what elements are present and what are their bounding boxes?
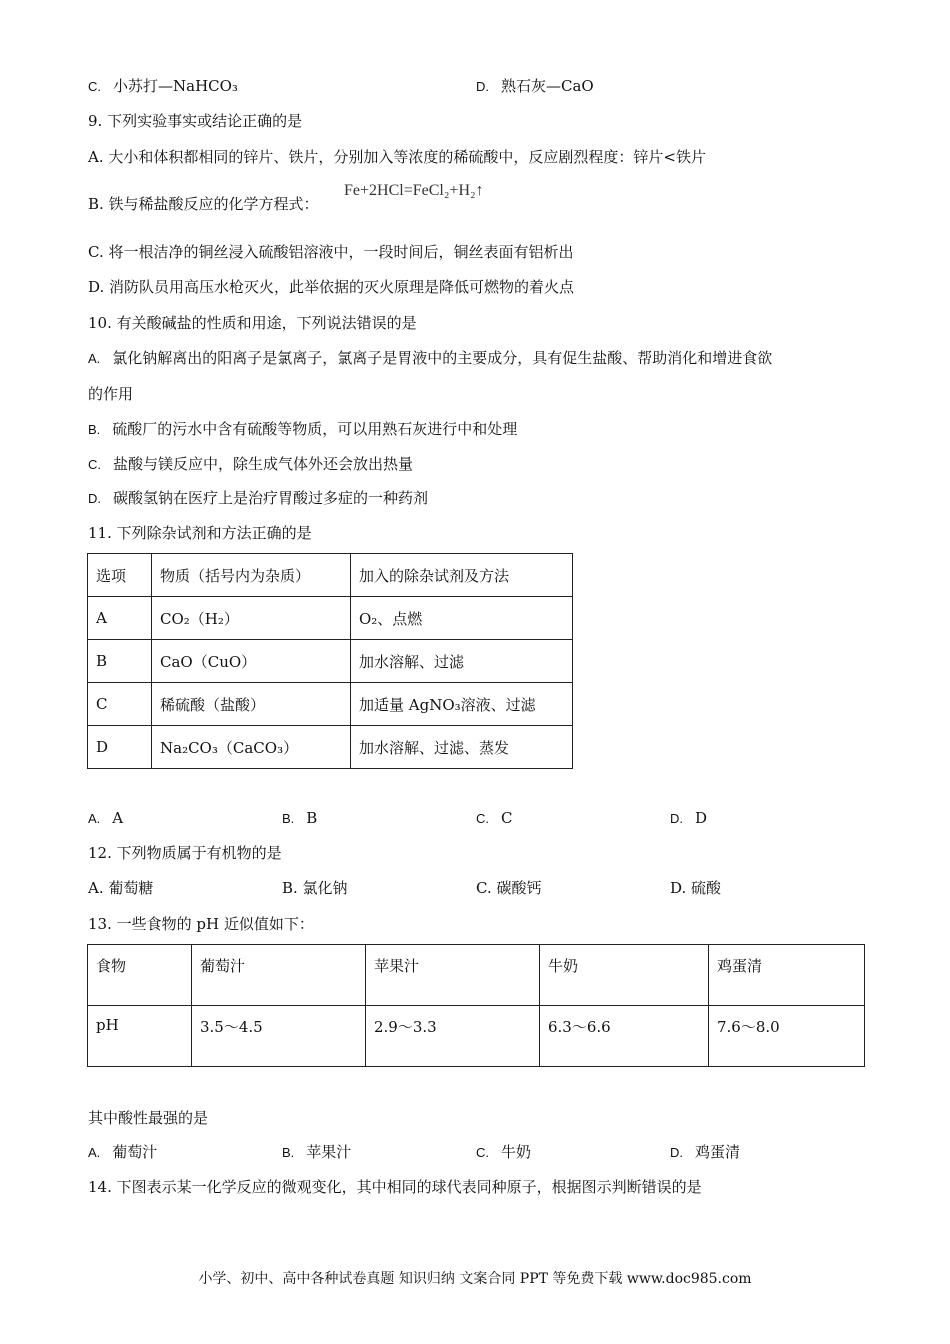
table-cell: 6.3～6.6 — [540, 1006, 709, 1067]
q8-option-c — [88, 75, 238, 98]
table-row — [88, 683, 573, 726]
table-header-cell: 选项 — [88, 554, 152, 597]
table-cell: 食物 — [88, 945, 192, 1006]
table-cell: 加水溶解、过滤 — [351, 640, 573, 683]
option-label: C. — [88, 457, 101, 472]
option-text: 牛奶 — [501, 1143, 532, 1161]
q12-option-a: A. 葡萄糖 — [88, 879, 154, 897]
q9-option-d: D. 消防队员用高压水枪灭火，此举依据的灭火原理是降低可燃物的着火点 — [88, 278, 575, 296]
q13-option-b — [282, 1141, 351, 1164]
q9-option-b — [88, 193, 319, 215]
option-label: B. — [282, 1145, 295, 1160]
option-text: 熟石灰—CaO — [501, 77, 594, 95]
option-label: A. — [88, 351, 101, 366]
q12-option-d: D. 硫酸 — [670, 879, 722, 897]
option-text: 苹果汁 — [306, 1143, 352, 1161]
table-cell: A — [88, 597, 152, 640]
option-text: 葡萄汁 — [112, 1143, 158, 1161]
table-cell: 葡萄汁 — [192, 945, 366, 1006]
table-row — [88, 597, 573, 640]
option-text: 盐酸与镁反应中，除生成气体外还会放出热量 — [113, 455, 414, 473]
q9-option-b-text: B. 铁与稀盐酸反应的化学方程式： — [88, 195, 319, 213]
table-cell: 稀硫酸（盐酸） — [152, 683, 351, 726]
q13-option-a — [88, 1141, 157, 1164]
q8-option-d — [476, 75, 594, 98]
table-header-cell: 物质（括号内为杂质） — [152, 554, 351, 597]
table-cell: CaO（CuO） — [152, 640, 351, 683]
option-label: D. — [476, 79, 489, 94]
q11-option-b — [282, 807, 317, 830]
q9-equation: Fe+2HCl=FeCl₂+H₂↑ — [344, 182, 484, 199]
q13-option-c — [476, 1141, 531, 1164]
q13-follow: 其中酸性最强的是 — [88, 1109, 209, 1127]
table-cell: CO₂（H₂） — [152, 597, 351, 640]
table-row — [88, 726, 573, 769]
table-cell: 苹果汁 — [366, 945, 540, 1006]
option-label: D. — [88, 491, 101, 506]
q11-table — [87, 553, 573, 769]
option-label: C. — [88, 79, 101, 94]
option-text: 鸡蛋清 — [695, 1143, 741, 1161]
table-cell: 鸡蛋清 — [709, 945, 865, 1006]
q14-stem: 14. 下图表示某一化学反应的微观变化，其中相同的球代表同种原子，根据图示判断错误的是 — [88, 1178, 702, 1196]
option-text: 碳酸氢钠在医疗上是治疗胃酸过多症的一种药剂 — [113, 489, 429, 507]
q13-option-d — [670, 1141, 740, 1164]
table-cell: 7.6～8.0 — [709, 1006, 865, 1067]
option-label: D. — [670, 811, 683, 826]
q11-option-a — [88, 807, 123, 830]
q10-stem: 10. 有关酸碱盐的性质和用途，下列说法错误的是 — [88, 314, 417, 332]
table-cell: C — [88, 683, 152, 726]
q11-stem: 11. 下列除杂试剂和方法正确的是 — [88, 524, 312, 542]
table-cell: 加适量 AgNO₃溶液、过滤 — [351, 683, 573, 726]
option-text: A — [112, 809, 124, 827]
table-cell: O₂、点燃 — [351, 597, 573, 640]
q11-option-d — [670, 807, 707, 830]
q12-stem: 12. 下列物质属于有机物的是 — [88, 844, 282, 862]
q9-option-c: C. 将一根洁净的铜丝浸入硫酸铝溶液中，一段时间后，铜丝表面有铝析出 — [88, 243, 574, 261]
table-cell: 牛奶 — [540, 945, 709, 1006]
q10-option-d — [88, 487, 428, 510]
table-header-row — [88, 945, 865, 1006]
table-cell: 2.9～3.3 — [366, 1006, 540, 1067]
q10-option-c — [88, 453, 413, 476]
q10-option-a — [88, 347, 772, 370]
table-cell: pH — [88, 1006, 192, 1067]
option-label: C. — [476, 811, 489, 826]
table-cell: Na₂CO₃（CaCO₃） — [152, 726, 351, 769]
q11-option-c — [476, 807, 512, 830]
option-label: A. — [88, 1145, 101, 1160]
option-text: 小苏打—NaHCO₃ — [113, 77, 238, 95]
option-text: 硫酸厂的污水中含有硫酸等物质，可以用熟石灰进行中和处理 — [112, 420, 518, 438]
table-row — [88, 1006, 865, 1067]
table-cell: 加水溶解、过滤、蒸发 — [351, 726, 573, 769]
q13-stem: 13. 一些食物的 pH 近似值如下： — [88, 915, 314, 933]
table-row — [88, 640, 573, 683]
q9-stem: 9. 下列实验事实或结论正确的是 — [88, 112, 303, 130]
option-label: C. — [476, 1145, 489, 1160]
option-label: D. — [670, 1145, 683, 1160]
option-label: A. — [88, 811, 101, 826]
table-cell: D — [88, 726, 152, 769]
option-label: B. — [282, 811, 295, 826]
q10-option-b — [88, 418, 517, 441]
option-text: D — [695, 809, 708, 827]
table-header-row — [88, 554, 573, 597]
table-cell: B — [88, 640, 152, 683]
option-text: B — [306, 809, 318, 827]
q12-option-b: B. 氯化钠 — [282, 879, 348, 897]
option-text: C — [501, 809, 513, 827]
q12-option-c: C. 碳酸钙 — [476, 879, 542, 897]
page-footer: 小学、初中、高中各种试卷真题 知识归纳 文案合同 PPT 等免费下载 www.doc985.com — [198, 1271, 752, 1287]
table-cell: 3.5～4.5 — [192, 1006, 366, 1067]
option-text: 氯化钠解离出的阳离子是氯离子，氯离子是胃液中的主要成分，具有促生盐酸、帮助消化和增进食欲 — [112, 349, 773, 367]
table-header-cell: 加入的除杂试剂及方法 — [351, 554, 573, 597]
q9-option-a: A. 大小和体积都相同的锌片、铁片，分别加入等浓度的稀硫酸中，反应剧烈程度：锌片<铁片 — [88, 148, 706, 166]
q13-table — [87, 944, 865, 1067]
option-label: B. — [88, 422, 101, 437]
q10-option-a-cont: 的作用 — [88, 385, 134, 403]
